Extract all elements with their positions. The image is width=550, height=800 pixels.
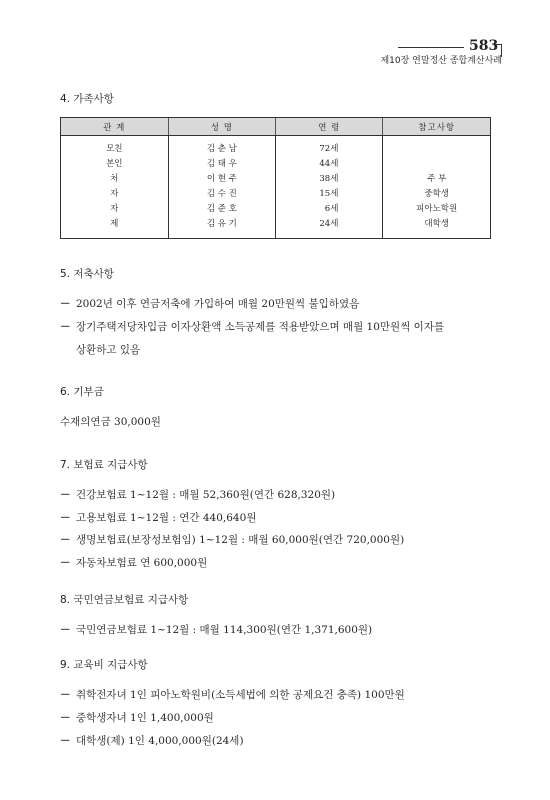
list-item-text: 장기주택저당차입금 이자상환액 소득공제를 적용받았으며 매월 10만원씩 이자를	[76, 321, 445, 333]
header-rule	[398, 47, 464, 48]
list-item-text: 건강보험료 1~12월 : 매월 52,360원(연간 628,320원)	[76, 489, 336, 501]
cell-name: 김 유 기	[168, 217, 276, 239]
cell-relation: 제	[61, 217, 169, 239]
cell-relation: 처	[61, 172, 169, 187]
cell-name: 김 수 진	[168, 187, 276, 202]
cell-note: 중학생	[383, 187, 491, 202]
dash-bullet: －	[60, 689, 71, 701]
cell-name: 이 현 주	[168, 172, 276, 187]
col-relation: 관 계	[61, 118, 169, 136]
list-item	[60, 532, 404, 547]
list-item-text: 2002년 이후 연금저축에 가입하여 매월 20만원씩 불입하였음	[76, 298, 360, 310]
dash-bullet: －	[60, 735, 71, 747]
dash-bullet: －	[60, 489, 71, 501]
cell-name: 김 태 우	[168, 157, 276, 172]
cell-note: 피아노학원	[383, 202, 491, 217]
section-pension-title: 8. 국민연금보험료 지급사항	[60, 594, 189, 606]
dash-bullet: －	[60, 557, 71, 569]
dash-bullet: －	[60, 712, 71, 724]
list-item	[60, 319, 444, 334]
cell-age: 15세	[276, 187, 383, 202]
list-item	[60, 733, 244, 748]
chapter-title: 제10장 연말정산 종합계산사례	[380, 56, 502, 66]
cell-relation: 본인	[61, 157, 169, 172]
list-item	[60, 555, 207, 570]
list-item-text: 국민연금보험료 1~12월 : 매월 114,300원(연간 1,371,600원)	[76, 624, 373, 636]
col-note: 참고사항	[383, 118, 491, 136]
list-item-text: 대학생(제) 1인 4,000,000원(24세)	[76, 735, 244, 747]
section-family-title: 4. 가족사항	[60, 93, 114, 105]
cell-name: 김 춘 남	[168, 136, 276, 158]
list-item	[60, 487, 335, 502]
cell-note: 대학생	[383, 217, 491, 239]
list-item-continuation: 상환하고 있음	[76, 344, 141, 356]
cell-relation: 자	[61, 187, 169, 202]
section-donation-title: 6. 기부금	[60, 386, 104, 398]
cell-note	[383, 136, 491, 158]
table-row	[61, 136, 491, 158]
list-item-text: 고용보험료 1~12월 : 연간 440,640원	[76, 512, 257, 524]
table-row	[61, 157, 491, 172]
cell-name: 김 준 호	[168, 202, 276, 217]
list-item-text: 자동차보험료 연 600,000원	[76, 557, 208, 569]
table-row	[61, 217, 491, 239]
list-item	[60, 296, 359, 311]
cell-note: 주 부	[383, 172, 491, 187]
list-item-text: 취학전자녀 1인 피아노학원비(소득세법에 의한 공제요건 충족) 100만원	[76, 689, 405, 701]
list-item	[60, 710, 214, 725]
list-item	[60, 510, 256, 525]
dash-bullet: －	[60, 298, 71, 310]
cell-age: 72세	[276, 136, 383, 158]
dash-bullet: －	[60, 624, 71, 636]
cell-age: 38세	[276, 172, 383, 187]
family-table-header	[61, 118, 491, 136]
col-age: 연 령	[276, 118, 383, 136]
section-insurance-title: 7. 보험료 지급사항	[60, 459, 148, 471]
table-row	[61, 202, 491, 217]
list-item-text: 중학생자녀 1인 1,400,000원	[76, 712, 214, 724]
section-savings-title: 5. 저축사항	[60, 268, 114, 280]
table-row	[61, 187, 491, 202]
page-number: 583	[469, 38, 499, 54]
section-education-title: 9. 교육비 지급사항	[60, 659, 148, 671]
list-item-text: 생명보험료(보장성보험임) 1~12월 : 매월 60,000원(연간 720,000원)	[76, 534, 405, 546]
list-item	[60, 622, 372, 637]
cell-relation: 자	[61, 202, 169, 217]
dash-bullet: －	[60, 321, 71, 333]
cell-note	[383, 157, 491, 172]
cell-age: 44세	[276, 157, 383, 172]
cell-relation: 모친	[61, 136, 169, 158]
list-item	[60, 687, 405, 702]
donation-text: 수재의연금 30,000원	[60, 416, 161, 428]
cell-age: 24세	[276, 217, 383, 239]
family-table	[60, 117, 491, 239]
col-name: 성 명	[168, 118, 276, 136]
dash-bullet: －	[60, 512, 71, 524]
dash-bullet: －	[60, 534, 71, 546]
cell-age: 6세	[276, 202, 383, 217]
table-row	[61, 172, 491, 187]
